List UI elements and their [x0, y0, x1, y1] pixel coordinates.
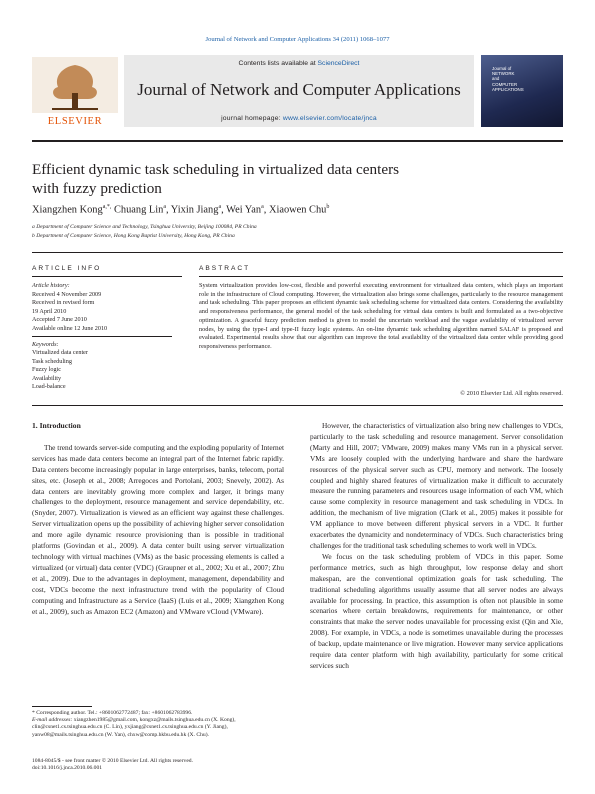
article-info [32, 282, 182, 392]
masthead-center [124, 55, 474, 127]
paragraph: The trend towards server-side computing and the exploding popularity of Internet services has made data centers become an integral part of the Internet fabric rapidly. Data centers become increasingly popular in large enterprises, banks, telecom, portal sites, etc. (Joseph et al., 2008; Arregoces and Portolani, 2003; Snevely, 2002). As data centers are inevitably growing more complex and larger, it brings many challenges to the deployment, resource management and service dependability, etc. (Snyder, 2007). Virtualization is viewed as an efficient way against these challenges. Server virtualization opens up the possibility of achieving higher server consolidation and more agile dynamic resource provisioning than is possible in traditional platforms (Govindan et al., 2009). A data center built using server virtualization technology with virtual machines (VMs) as the basic processing elements is called a virtualized (or virtual) data center (VDC) (Graupner et al., 2002; Xu et al., 2007; Zhu et al., 2009). Due to the advantages in deployment, management, dependability and cost, VDCs become the next infrastructure trend with the popularity of Cloud computing and Infrastructure as a Service (IaaS) (Luis et al., 2009; Xiangzhen Kong et al., 2009), such as Amazon EC2 (Amazon) and VMware vCloud (VMware). [32, 442, 284, 616]
article-info-rule [32, 276, 182, 277]
journal-title: Journal of Network and Computer Applications [137, 80, 461, 99]
cover-text [492, 66, 524, 92]
history-item: Received 4 November 2009 [32, 290, 102, 298]
contents-line [124, 60, 474, 67]
footnote-rule [32, 706, 92, 707]
cover-line: and [492, 76, 500, 82]
author-sup: b [326, 204, 330, 210]
history-item: Received in revised form [32, 299, 95, 306]
issn-line: 1084-8045/$ - see front matter © 2010 Elsevier Ltd. All rights reserved. [32, 758, 193, 764]
keyword: Virtualized data center [32, 349, 88, 356]
elsevier-logo [32, 57, 118, 127]
author-sup: a [218, 204, 222, 210]
emails-label: E-mail addresses: [32, 716, 73, 723]
cover-line: APPLICATIONS [492, 86, 524, 92]
article-info-heading: ARTICLE INFO [32, 265, 102, 272]
cover-line: NETWORK [492, 71, 515, 77]
abstract-rule [199, 276, 563, 277]
keywords-label: Keywords: [32, 340, 59, 348]
right-column [310, 421, 563, 672]
keyword: Task scheduling [32, 357, 72, 365]
author-name: Xiangzhen Kong [32, 204, 103, 216]
left-column [32, 421, 284, 617]
keyword: Fuzzy logic [32, 366, 62, 373]
paragraph: However, the characteristics of virtualization also bring new challenges to VDCs, particularly to the task scheduling and resource management. Server consolidation (Marty and Hill, 2007; VMware, 2009) makes many VMs run in a physical server. VMs are loosely coupled with the underlying hardware and share the hardware resources of the physical server such as CPU, memory and network. The loosely coupled and highly shared features of virtualization make it difficult to accurately measure the running parameters and resources usage information of each VM, which cause some complexity in resource management and task scheduling in VDCs. In addition, the mechanism of live migration (Clark et al., 2005) makes it possible for VM appliance to move between different physical servers in a VDC. It further exacerbates the dynamicity and nondeterminacy of VDCs. Such characteristics bring challenges for the traditional task scheduling schemes to work well in VDCs. [310, 421, 563, 550]
affiliation: a Department of Computer Science and Technology, Tsinghua University, Beijing 100084, PR China [32, 224, 257, 230]
title-line: with fuzzy prediction [32, 180, 162, 197]
abstract-heading: ABSTRACT [199, 265, 251, 272]
author-name: , Yixin Jiang [166, 204, 219, 216]
homepage-line [124, 115, 474, 122]
running-head: Journal of Network and Computer Applications 34 (2011) 1068–1077 [205, 36, 390, 43]
masthead-rule [32, 140, 563, 142]
section-divider [32, 252, 563, 253]
author-name: , Wei Yan [221, 204, 262, 216]
contents-prefix: Contents lists available at [238, 60, 318, 67]
history-label: Article history: [32, 282, 70, 289]
section-heading: 1. Introduction [32, 421, 81, 430]
article-title [32, 160, 492, 198]
copyright: © 2010 Elsevier Ltd. All rights reserved. [460, 390, 563, 397]
journal-masthead [32, 55, 563, 131]
front-matter [32, 758, 193, 773]
corresponding-author: * Corresponding author. Tel.: +8601062772487; fax: +8601062783996. [32, 709, 193, 716]
cover-line: Journal of [492, 66, 512, 71]
abstract-text: System virtualization provides low-cost, flexible and powerful executing environment for virtualized data centers, which plays an important role in the infrastructure of Cloud computing. However, the virtualization also brings some challenges, particularly to the resource management and task scheduling. This paper proposes an efficient dynamic task scheduling scheme for virtualized data centers. Considering the availability and responsiveness performance, the general model of the task scheduling for virtual data centers is built and formulated as a two-objective optimization. A graceful fuzzy prediction method is given to model the uncertain workload and the vague availability of virtualized server nodes, by using the type-I and type-II fuzzy logic systems. An on-line dynamic task scheduling algorithm named SALAF is proposed and evaluated. Experimental results show that our algorithm can improve the total availability of the virtualized data center while providing good responsiveness performance. [199, 282, 563, 350]
journal-cover-image [481, 55, 563, 127]
doi-line: doi:10.1016/j.jnca.2010.06.001 [32, 765, 103, 772]
homepage-prefix: journal homepage: [221, 115, 283, 122]
author-name: Chuang Lin [111, 204, 164, 216]
email-line [32, 717, 284, 739]
info-divider [32, 336, 172, 337]
title-line: Efficient dynamic task scheduling in virtualized data centers [32, 161, 400, 178]
sciencedirect-link[interactable]: ScienceDirect [317, 60, 360, 67]
keyword: Load-balance [32, 383, 66, 390]
emails: xiangzhen1985@gmail.com, kongxz@mails.tsinghua.edu.cn (X. Kong), clin@csnet1.cs.tsinghua.edu.cn (C. Lin), yxjiang@csnet1.cs.tsinghua.edu.cn (Y. Jiang), yanw08@mails.tsinghua.edu.cn (W. Yan), chxw@comp.hkbu.edu.hk (X. Chu). [32, 716, 236, 738]
author-sup: a [163, 204, 166, 210]
history-item: Accepted 7 June 2010 [32, 316, 87, 323]
history-item: Available online 12 June 2010 [32, 324, 108, 332]
paragraph: We focus on the task scheduling problem of VDCs in this paper. Some performance metrics, such as high throughput, low response delay and short makespan, are the conventional optimization goals for task scheduling. The traditional scheduling algorithms usually assume that all server nodes are always available for processing. In practice, this assumption is often not plausible in some scenarios where certain breakdowns, requirements for maintenance, or other constraints that make the server nodes unavailable for processing exist (Qin and Xie, 2008). For example, in VDCs, a node is sometimes unavailable during the processes of backup, update maintenance or live migration. However many service applications require data center platform with high availability, particularly for some critical services such [310, 551, 563, 670]
cover-line: COMPUTER [492, 81, 518, 87]
author-list [32, 204, 329, 215]
author-sup: a,*, [102, 204, 112, 210]
tree-icon [32, 57, 118, 113]
author-sup: a [261, 204, 264, 210]
history-item: 19 April 2010 [32, 307, 67, 315]
body-divider [32, 405, 563, 406]
keyword: Availability [32, 374, 62, 382]
publisher-name: ELSEVIER [47, 116, 103, 127]
homepage-link[interactable]: www.elsevier.com/locate/jnca [282, 115, 377, 122]
author-name: , Xiaowen Chu [263, 204, 327, 216]
footnotes [32, 706, 284, 739]
affiliation: b Department of Computer Science, Hong Kong Baptist University, Hong Kong, PR China [32, 233, 235, 239]
